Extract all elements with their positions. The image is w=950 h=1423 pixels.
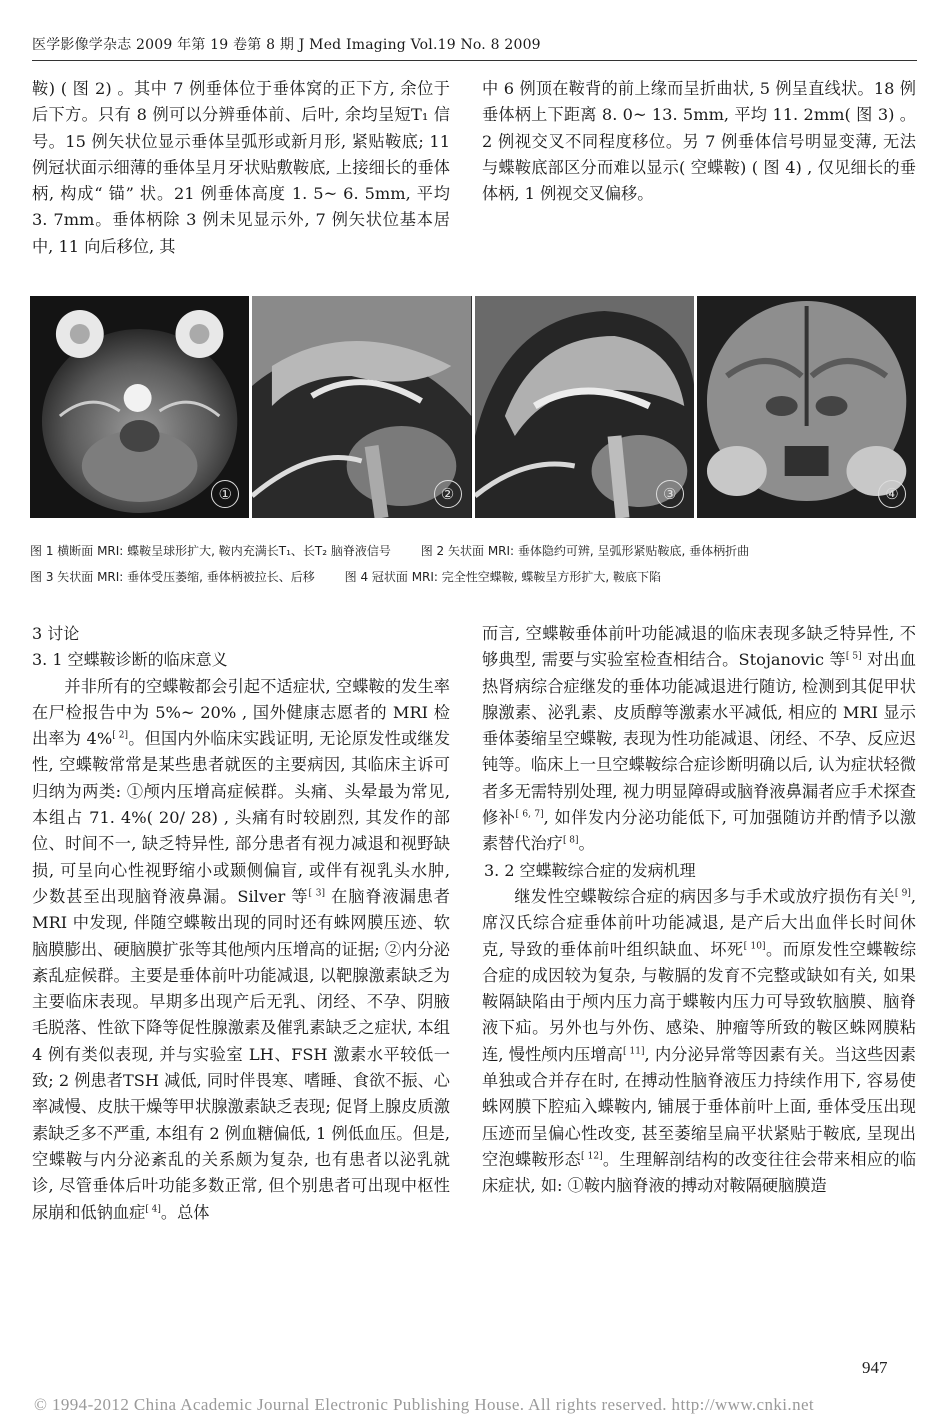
panel-number: ③ [656,480,684,508]
figure-captions [30,538,916,590]
mri-panel-4-coronal [697,296,916,518]
citation: [ 12] [580,1151,603,1162]
top-left-column [32,76,450,260]
running-header: 医学影像学杂志 2009 年第 19 卷第 8 期 J Med Imaging Vol.19 No. 8 2009 [32,37,541,53]
citation: [ 4] [145,1204,161,1215]
citation: [ 8] [562,835,579,846]
mri-panel-2-sagittal [252,296,471,518]
citation: [ 2] [112,730,129,741]
panel-number: ④ [878,480,906,508]
panel-number: ① [211,480,239,508]
citation: [ 11] [623,1046,645,1057]
citation: [ 3] [308,888,326,899]
subsection-heading: 3. 2 空蝶鞍综合症的发病机理 [484,860,696,880]
header-rule [32,60,917,61]
citation: [ 6, 7] [515,809,544,820]
figure-caption: 图 3 矢状面 MRI: 垂体受压萎缩, 垂体柄被拉长、后移 [30,570,315,584]
panel-number: ② [434,480,462,508]
right-column [482,621,916,1200]
paragraph: 继发性空蝶鞍综合症的病因多与手术或放疗损伤有关[ 9], 席汉氏综合症垂体前叶功能减退, 是产后大出血伴长时间休克, 导致的垂体前叶组织缺血、坏死[ 10]。而原发性空蝶鞍综合症的成因较为复杂, 与鞍膈的发育不完整或缺如有关, 如果鞍隔缺陷由于颅内压力高于蝶鞍内压力可导致软脑膜、脑脊液下疝。另外也与外伤、感染、肿瘤等所致的鞍区蛛网膜粘连, 慢性颅内压增高[ 11], 内分泌异常等因素有关。当这些因素单独或合并存在时, 在搏动性脑脊液压力持续作用下, 容易使蛛网膜下腔疝入蝶鞍内, 铺展于垂体前叶上面, 垂体受压出现压迹而呈偏心性改变, 甚至萎缩呈扁平状紧贴于鞍底, 呈现出空泡蝶鞍形态[ 12]。生理解剖结构的改变往往会带来相应的临床症状, 如: ①鞍内脑脊液的搏动对鞍隔硬脑膜造 [482,886,917,1196]
left-column [32,621,450,1226]
page-number: 947 [862,1358,888,1377]
mri-figure [30,296,916,518]
caption-line [30,564,916,590]
citation: [ 5] [845,651,862,662]
caption-line [30,538,916,564]
figure-caption: 图 2 矢状面 MRI: 垂体隐约可辨, 呈弧形紧贴鞍底, 垂体柄折曲 [420,544,750,558]
copyright-footer: © 1994-2012 China Academic Journal Electronic Publishing House. All rights reserved. http://www.cnki.net [34,1395,815,1414]
citation: [ 10] [743,941,766,952]
figure-caption: 图 1 横断面 MRI: 蝶鞍呈球形扩大, 鞍内充满长T₁、长T₂ 脑脊液信号 [30,544,391,558]
citation: [ 9] [894,888,911,899]
section-heading: 3 讨论 [32,624,80,643]
mri-panel-3-sagittal [475,296,694,518]
top-right-column [482,76,916,207]
figure-caption: 图 4 冠状面 MRI: 完全性空蝶鞍, 蝶鞍呈方形扩大, 鞍底下陷 [344,570,662,584]
mri-panel-1-axial [30,296,249,518]
subsection-heading: 3. 1 空蝶鞍诊断的临床意义 [32,650,228,670]
paragraph: 并非所有的空蝶鞍都会引起不适症状, 空蝶鞍的发生率在尸检报告中为 5%~ 20% , 国外健康志愿者的 MRI 检出率为 4%[ 2]。但国内外临床实践证明, 无论原发性或继发性, 空蝶鞍常常是某些患者就医的主要病因, 其临床主诉可归纳为两类: ①颅内压增高症候群。头痛、头晕最为常见, 本组占 71. 4%( 20/ 28) , 头痛有时较剧烈, 其发作的部位、时间不一, 缺乏特异性, 部分患者有视力减退和视野缺损, 可呈向心性视野缩小或颞侧偏盲, 或伴有视乳头水肿, 少数甚至出现脑脊液鼻漏。Silver 等[ 3] 在脑脊液漏患者 MRI 中发现, 伴随空蝶鞍出现的同时还有蛛网膜压迹、软脑膜膨出、硬脑膜扩张等其他颅内压增高的证据; ②内分泌紊乱症候群。主要是垂体前叶功能减退, 以靶腺激素缺乏为主要临床表现。早期多出现产后无乳、闭经、不孕、阴腋毛脱落、性欲下降等促性腺激素及催乳素缺乏之症状, 本组 4 例有类似表现, 并与实验室 LH、FSH 激素水平较低一致; 2 例患者TSH 减低, 同时伴畏寒、嗜睡、食欲不振、心率减慢、皮肤干燥等甲状腺激素缺乏表现; 促肾上腺皮质激素缺乏多不严重, 本组有 2 例血糖偏低, 1 例低血压。但是, 空蝶鞍与内分泌紊乱的关系颇为复杂, 也有患者以泌乳就诊, 尽管垂体后叶功能多数正常, 但个别患者可出现中枢性尿崩和低钠血症[ 4]。总体 [32,676,451,1222]
paragraph: 鞍) ( 图 2) 。其中 7 例垂体位于垂体窝的正下方, 余位于后下方。只有 8 例可以分辨垂体前、后叶, 余均呈短T₁ 信号。15 例矢状位显示垂体呈弧形或新月形, 紧贴鞍底; 11 例冠状面示细薄的垂体呈月牙状贴敷鞍底, 上接细长的垂体柄, 构成“ 锚” 状。21 例垂体高度 1. 5~ 6. 5mm, 平均 3. 7mm。垂体柄除 3 例未见显示外, 7 例矢状位基本居中, 11 向后移位, 其 [32,79,450,256]
paragraph: 而言, 空蝶鞍垂体前叶功能减退的临床表现多缺乏特异性, 不够典型, 需要与实验室检查相结合。Stojanovic 等[ 5] 对出血热肾病综合症继发的垂体功能减退进行随访, 检测到其促甲状腺激素、泌乳素、皮质醇等激素水平减低, 相应的 MRI 显示垂体萎缩呈空蝶鞍, 表现为性功能减退、闭经、不孕、反应迟钝等。临床上一旦空蝶鞍综合症诊断明确以后, 认为症状轻微者多无需特别处理, 视力明显障碍或脑脊液鼻漏者应手术探查修补[ 6, 7], 如伴发内分泌功能低下, 可加强随访并酌情予以激素替代治疗[ 8]。 [482,624,917,854]
paragraph: 中 6 例顶在鞍背的前上缘而呈折曲状, 5 例呈直线状。18 例垂体柄上下距离 8. 0~ 13. 5mm, 平均 11. 2mm( 图 3) 。2 例视交叉不同程度移位。另 7 例垂体信号明显变薄, 无法与蝶鞍底部区分而难以显示( 空蝶鞍) ( 图 4) , 仅见细长的垂体柄, 1 例视交叉偏移。 [482,79,916,204]
